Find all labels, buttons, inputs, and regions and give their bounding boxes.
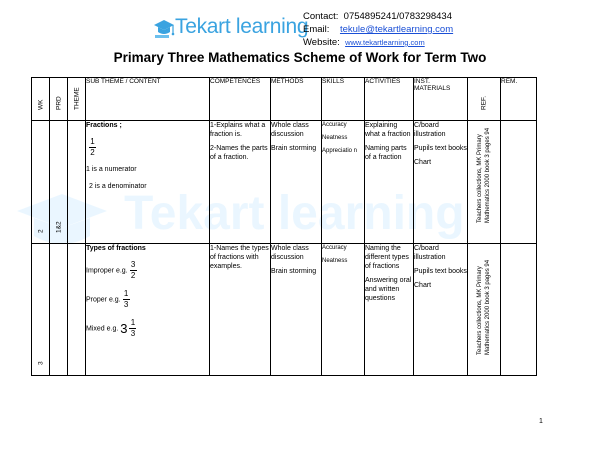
row-materials	[414, 121, 468, 244]
header-competences: COMPETENCES	[210, 78, 271, 121]
material-item: Pupils text books	[414, 268, 467, 275]
row-skills	[322, 244, 365, 376]
row-competences	[210, 121, 271, 244]
graduation-cap-icon	[153, 16, 175, 40]
fraction-numerator: 1	[90, 137, 95, 146]
row-prd	[50, 244, 68, 376]
fraction	[130, 261, 137, 280]
row-methods	[271, 244, 322, 376]
content-line: 1 is a numerator	[86, 166, 137, 173]
fraction-denominator: 2	[130, 271, 136, 280]
fraction	[89, 138, 96, 157]
fraction	[123, 290, 130, 309]
mixed-example	[86, 319, 209, 338]
header-activities: ACTIVITIES	[365, 78, 414, 121]
fraction-denominator: 3	[123, 300, 129, 309]
row-wk-value: 2	[37, 229, 44, 233]
skill-item: Accuracy	[322, 122, 347, 128]
competence-item: 1-Explains what a fraction is.	[210, 122, 266, 138]
table-row	[32, 244, 537, 376]
material-item: C/board illustration	[414, 122, 446, 138]
row-ref	[468, 121, 501, 244]
material-item: Pupils text books	[414, 145, 467, 152]
contact-value: 0754895241/0783298434	[343, 11, 452, 22]
header-rem: REM.	[501, 78, 537, 121]
row-theme	[68, 244, 86, 376]
email-label: Email:	[303, 24, 330, 35]
website-label: Website:	[303, 37, 340, 48]
email-row	[303, 23, 453, 36]
ref-text: Teachers collections, MK Primary Mathematics 2000 book 3 pages 94	[477, 127, 491, 223]
competence-item: 1-Names the types of fractions with examples.	[210, 245, 269, 270]
contact-block	[303, 10, 453, 49]
row-activities	[365, 244, 414, 376]
row-materials	[414, 244, 468, 376]
page-number: 1	[539, 418, 543, 425]
contact-label: Contact:	[303, 11, 339, 22]
fraction-example	[89, 138, 209, 157]
skill-item: Neatness	[322, 135, 348, 141]
email-link[interactable]: tekule@tekartlearning.com	[339, 24, 454, 35]
header-wk-label: WK	[37, 99, 44, 110]
table-header-row	[32, 78, 537, 121]
row-wk	[32, 244, 50, 376]
skill-item: Neatness	[322, 258, 348, 264]
row-activities	[365, 121, 414, 244]
header-ref-label: REF.	[480, 95, 488, 110]
activity-item: Naming parts of a fraction	[365, 145, 407, 161]
website-row	[303, 36, 453, 49]
fraction-denominator: 3	[130, 329, 136, 338]
row-content	[86, 244, 210, 376]
header-wk	[32, 78, 50, 121]
header-prd-label: PRD	[55, 96, 62, 110]
logo-text: Tekart learning	[175, 15, 309, 38]
activity-item: Naming the different types of fractions	[365, 245, 409, 270]
row-wk	[32, 121, 50, 244]
table-row	[32, 121, 537, 244]
mixed-whole: 3	[120, 321, 128, 336]
page-title: Primary Three Mathematics Scheme of Work for Term Two	[113, 50, 487, 65]
row-theme	[68, 121, 86, 244]
material-item: C/board illustration	[414, 245, 446, 261]
watermark-text: Tekart learning	[124, 187, 465, 240]
row-prd-value: 1&2	[55, 221, 62, 233]
row-skills	[322, 121, 365, 244]
header-methods: METHODS	[271, 78, 322, 121]
header-theme	[68, 78, 86, 121]
header-materials: INST. MATERIALS	[414, 78, 468, 121]
material-item: Chart	[414, 282, 432, 289]
content-title: Types of fractions	[86, 245, 146, 252]
improper-example	[86, 261, 209, 280]
row-prd	[50, 121, 68, 244]
row-rem	[501, 121, 537, 244]
mixed-label: Mixed e.g.	[86, 325, 119, 333]
method-item: Whole class discussion	[271, 245, 309, 261]
improper-label: Improper e.g.	[86, 267, 128, 275]
proper-label: Proper e.g.	[86, 296, 121, 304]
header-skills: SKILLS	[322, 78, 365, 121]
logo	[153, 14, 309, 44]
fraction-numerator: 1	[123, 289, 129, 298]
material-item: Chart	[414, 159, 432, 166]
skill-item: Accuracy	[322, 245, 347, 251]
fraction	[129, 319, 136, 338]
fraction-numerator: 3	[130, 260, 136, 269]
row-ref	[468, 244, 501, 376]
activity-item: Explaining what a fraction	[365, 122, 411, 138]
row-methods	[271, 121, 322, 244]
row-rem	[501, 244, 537, 376]
contact-row	[303, 10, 453, 23]
header-sub-theme: SUB THEME / CONTENT	[86, 78, 210, 121]
row-content	[86, 121, 210, 244]
header-theme-label: THEME	[73, 87, 80, 110]
method-item: Brain storming	[271, 145, 317, 152]
proper-example	[86, 290, 209, 309]
skill-item: Appreciatio n	[322, 148, 358, 154]
row-competences	[210, 244, 271, 376]
fraction-numerator: 1	[130, 318, 136, 327]
content-title: Fractions ;	[86, 122, 122, 129]
row-wk-value: 3	[37, 361, 44, 365]
header-prd	[50, 78, 68, 121]
method-item: Brain storming	[271, 268, 317, 275]
competence-item: 2-Names the parts of a fraction.	[210, 145, 268, 161]
content-line: 2 is a denominator	[89, 183, 147, 190]
website-link[interactable]: www.tekartlearning.com	[345, 38, 425, 47]
activity-item: Answering oral and written questions	[365, 277, 412, 302]
ref-text: Teachers collections, MK Primary Mathematics 2000 book 3 pages 94	[477, 259, 491, 355]
scheme-of-work-table	[31, 77, 537, 376]
fraction-denominator: 2	[90, 148, 95, 157]
method-item: Whole class discussion	[271, 122, 309, 138]
